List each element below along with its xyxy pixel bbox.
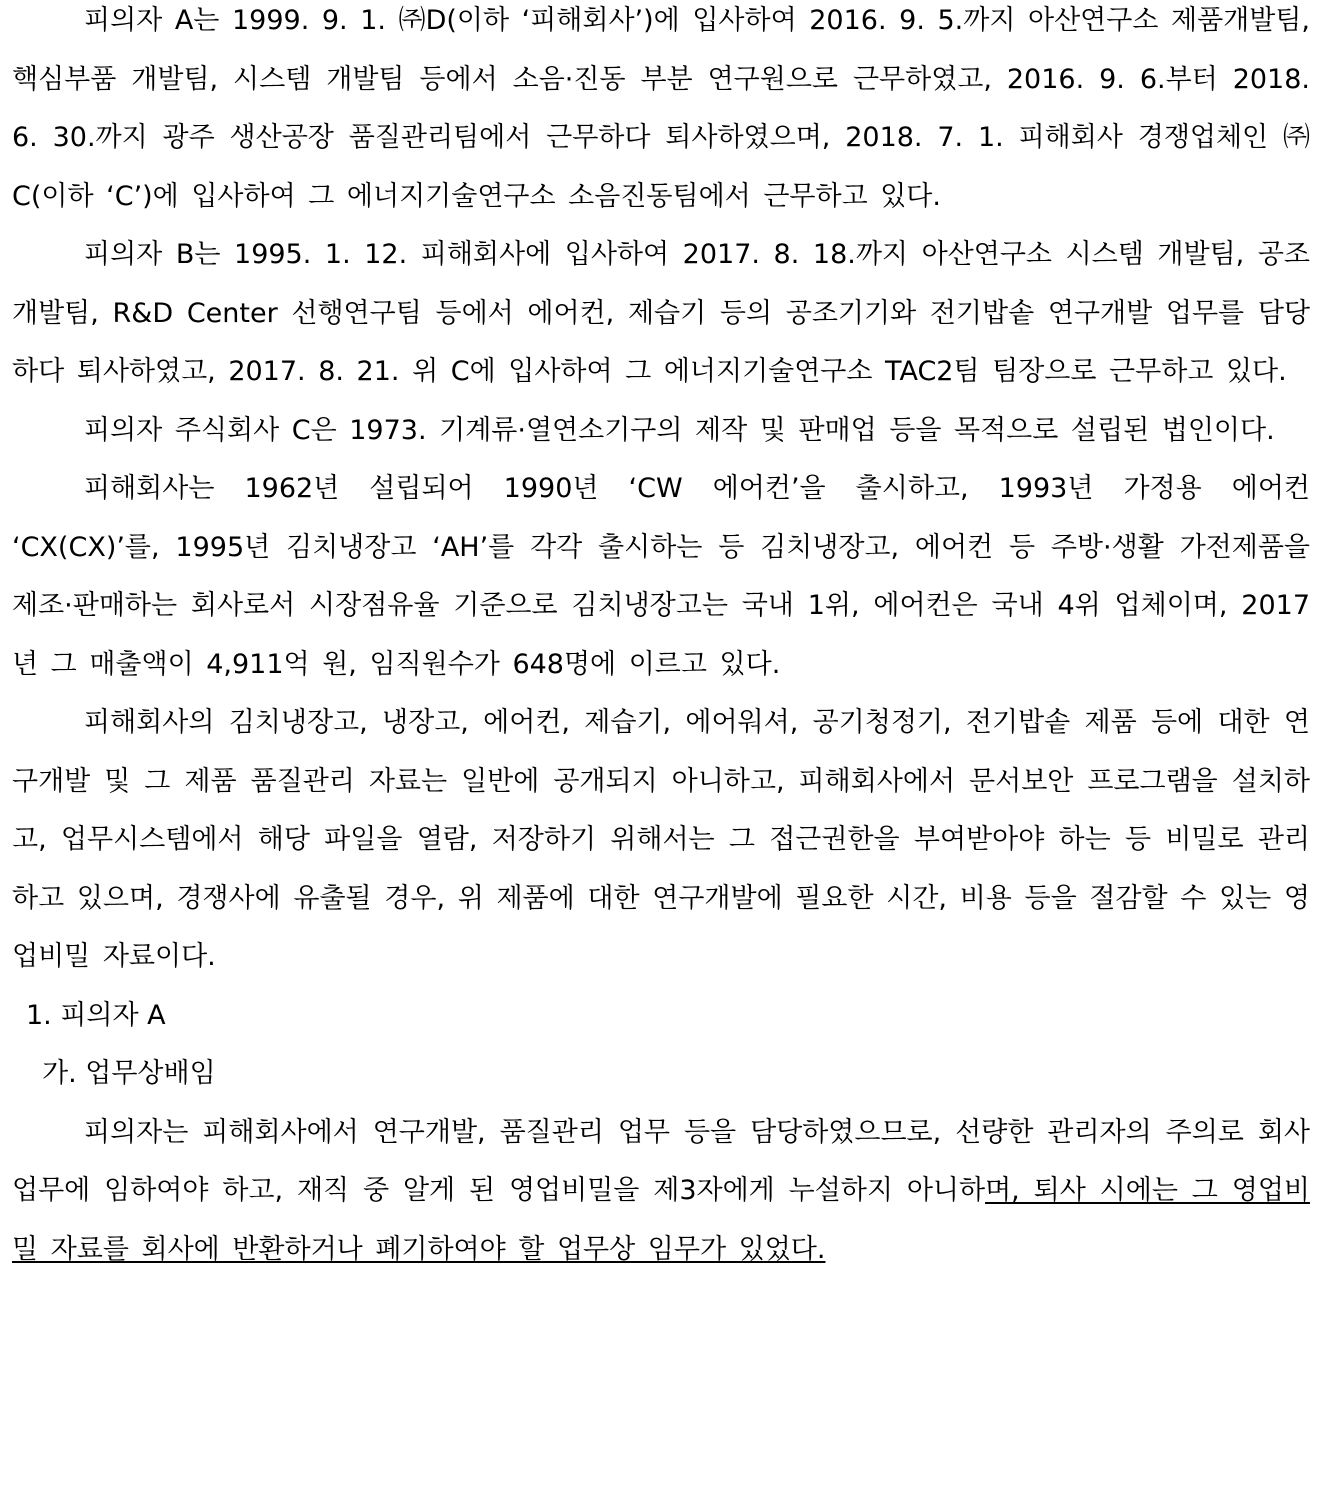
paragraph-trade-secret: 피해회사의 김치냉장고, 냉장고, 에어컨, 제습기, 에어워셔, 공기청정기, 전기밥솥 제품 등에 대한 연구개발 및 그 제품 품질관리 자료는 일반에 공개되지 아니하고, 피해회사에서 문서보안 프로그램을 설치하고, 업무시스템에서 해당 파일을 열람, 저장하기 위해서는 그 접근권한을 부여받아야 하는 등 비밀로 관리하고 있으며, 경쟁사에 유출될 경우, 위 제품에 대한 연구개발에 필요한 시간, 비용 등을 절감할 수 있는 영업비밀 자료이다. <box>12 707 1310 972</box>
document-page <box>12 0 1310 1501</box>
paragraph-suspect-company-c: 피의자 주식회사 C은 1973. 기계류·열연소기구의 제작 및 판매업 등을 목적으로 설립된 법인이다. <box>84 414 1275 446</box>
subsection-heading-breach-of-trust: 가. 업무상배임 <box>42 1058 216 1089</box>
paragraph-victim-company: 피해회사는 1962년 설립되어 1990년 ‘CW 에어컨’을 출시하고, 1993년 가정용 에어컨 ‘CX(CX)’를, 1995년 김치냉장고 ‘AH’를 각각 출시하는 등 김치냉장고, 에어컨 등 주방·생활 가전제품을 제조·판매하는 회사로서 시장점유율 기준으로 김치냉장고는 국내 1위, 에어컨은 국내 4위 업체이며, 2017년 그 매출액이 4,911억 원, 임직원수가 648명에 이르고 있다. <box>12 473 1310 680</box>
paragraph-suspect-a: 피의자 A는 1999. 9. 1. ㈜D(이하 ‘피해회사’)에 입사하여 2016. 9. 5.까지 아산연구소 제품개발팀, 핵심부품 개발팀, 시스템 개발팀 등에서 소음·진동 부분 연구원으로 근무하였고, 2016. 9. 6.부터 2018. 6. 30.까지 광주 생산공장 품질관리팀에서 근무하다 퇴사하였으며, 2018. 7. 1. 피해회사 경쟁업체인 ㈜C(이하 ‘C’)에 입사하여 그 에너지기술연구소 소음진동팀에서 근무하고 있다. <box>12 5 1310 212</box>
section-heading-suspect-a: 1. 피의자 A <box>26 999 166 1031</box>
paragraph-suspect-b: 피의자 B는 1995. 1. 12. 피해회사에 입사하여 2017. 8. 18.까지 아산연구소 시스템 개발팀, 공조개발팀, R&D Center 선행연구팀 등에서 에어컨, 제습기 등의 공조기기와 전기밥솥 연구개발 업무를 담당하다 퇴사하였고, 2017. 8. 21. 위 C에 입사하여 그 에너지기술연구소 TAC2팀 팀장으로 근무하고 있다. <box>12 239 1310 387</box>
paragraph-duty <box>12 1104 1310 1280</box>
duty-underlined-text: 며, 퇴사 시에는 그 영업비밀 자료를 회사에 반환하거나 폐기하여야 할 업무상 임무가 있었다. <box>12 1175 1310 1265</box>
duty-text: 피의자는 피해회사에서 연구개발, 품질관리 업무 등을 담당하였으므로, 선량한 관리자의 주의로 회사 업무에 임하여야 하고, 재직 중 알게 된 영업비밀을 제3자에게 누설하지 아니하 <box>12 1116 1310 1206</box>
